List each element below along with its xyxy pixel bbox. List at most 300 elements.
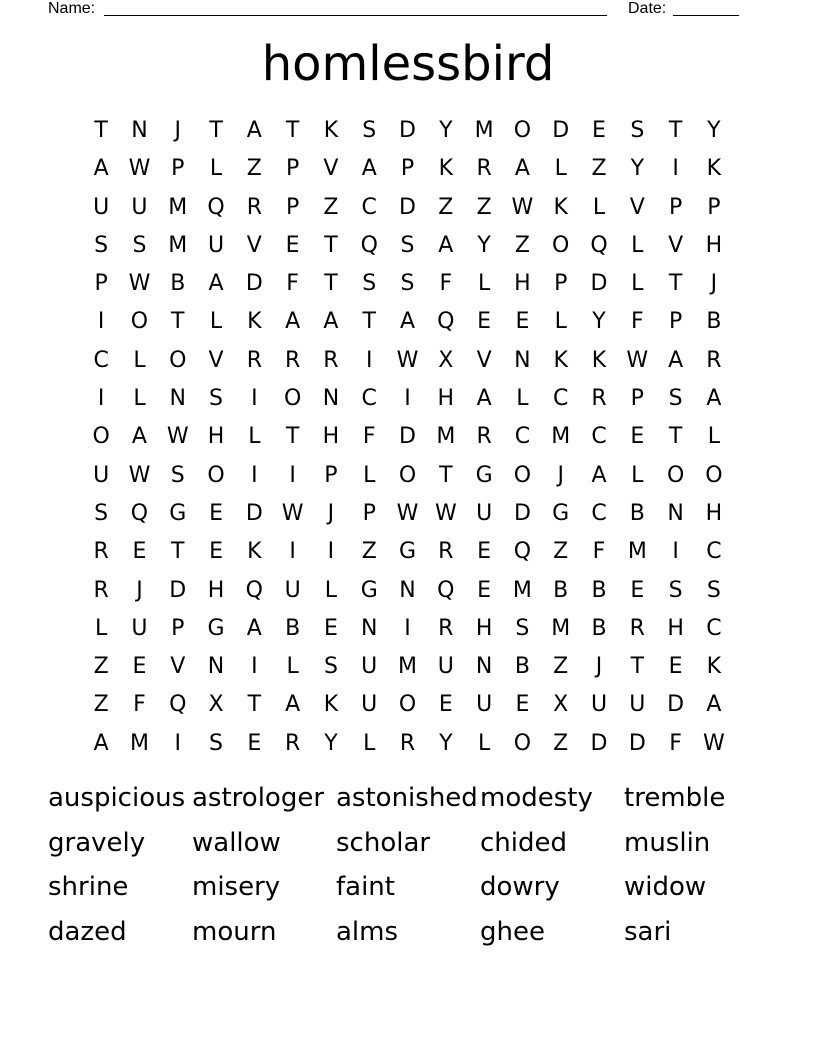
grid-letter: R	[323, 347, 339, 373]
grid-letter: V	[323, 156, 339, 182]
grid-letter: I	[289, 539, 296, 565]
grid-letter: B	[170, 271, 186, 297]
grid-letter: N	[322, 386, 340, 412]
grid-letter: S	[668, 386, 683, 412]
grid-letter: I	[672, 539, 679, 565]
grid-letter: O	[92, 424, 110, 450]
grid-letter: Z	[476, 194, 492, 220]
grid-letter: B	[514, 654, 530, 680]
grid-letter: T	[171, 539, 185, 565]
grid-letter: Q	[513, 539, 532, 565]
grid-letter: H	[705, 232, 723, 258]
grid-row	[82, 189, 733, 227]
word-list-item: misery	[192, 872, 281, 902]
grid-letter: W	[703, 730, 725, 756]
grid-letter: Z	[438, 194, 454, 220]
grid-letter: A	[399, 309, 416, 335]
grid-letter: M	[398, 654, 418, 680]
grid-letter: K	[706, 156, 722, 182]
grid-letter: P	[324, 462, 338, 488]
word-list-item: sari	[624, 916, 672, 947]
grid-letter: Z	[514, 232, 530, 258]
grid-row	[82, 150, 733, 188]
grid-letter: T	[668, 118, 683, 143]
grid-letter: J	[136, 577, 143, 603]
grid-letter: L	[324, 577, 338, 603]
grid-letter: L	[631, 462, 644, 488]
grid-letter: H	[667, 615, 684, 641]
grid-letter: P	[400, 156, 415, 182]
grid-letter: O	[552, 232, 570, 258]
grid-letter: K	[553, 194, 568, 220]
grid-row	[82, 342, 733, 380]
grid-letter: L	[592, 194, 606, 220]
grid-letter: A	[361, 156, 377, 182]
grid-letter: H	[514, 271, 531, 297]
grid-letter: Y	[477, 232, 491, 258]
grid-letter: G	[475, 462, 493, 488]
grid-letter: P	[94, 271, 108, 297]
grid-row	[82, 457, 733, 495]
grid-letter: E	[323, 615, 338, 641]
grid-letter: D	[590, 271, 608, 297]
grid-letter: D	[513, 500, 531, 526]
grid-letter: H	[207, 424, 225, 450]
grid-letter: F	[362, 424, 376, 450]
date-label: Date:	[628, 0, 667, 17]
grid-letter: S	[209, 730, 224, 756]
grid-letter: O	[207, 462, 225, 488]
grid-letter: D	[399, 194, 416, 220]
word-list	[48, 778, 768, 956]
grid-letter: X	[208, 692, 224, 718]
grid-letter: K	[247, 539, 262, 565]
grid-letter: U	[590, 692, 608, 718]
grid-letter: P	[171, 156, 185, 182]
grid-letter: E	[515, 309, 530, 335]
grid-letter: F	[133, 692, 146, 718]
grid-letter: A	[706, 386, 722, 412]
grid-letter: C	[361, 194, 377, 220]
grid-letter: S	[668, 577, 683, 603]
grid-letter: L	[554, 156, 567, 182]
grid-letter: F	[630, 309, 644, 335]
grid-letter: W	[166, 424, 189, 450]
grid-letter: O	[513, 462, 532, 488]
grid-letter: T	[668, 271, 683, 297]
grid-letter: L	[516, 386, 529, 412]
grid-letter: V	[668, 232, 684, 258]
grid-letter: P	[171, 615, 185, 641]
grid-letter: Q	[360, 232, 378, 258]
grid-letter: R	[93, 539, 109, 565]
word-list-item: chided	[480, 827, 568, 858]
grid-letter: Z	[93, 692, 109, 718]
grid-letter: M	[512, 577, 532, 603]
grid-letter: R	[284, 347, 301, 373]
grid-letter: G	[207, 615, 225, 641]
grid-letter: T	[285, 424, 300, 450]
grid-letter: T	[171, 309, 185, 335]
grid-letter: M	[168, 194, 188, 220]
grid-row	[82, 265, 733, 303]
grid-letter: K	[323, 118, 339, 143]
worksheet-header	[48, 0, 748, 18]
grid-letter: D	[590, 730, 608, 756]
grid-letter: S	[706, 577, 721, 603]
grid-letter: E	[209, 539, 223, 565]
grid-letter: R	[629, 615, 645, 641]
grid-letter: A	[246, 615, 262, 641]
grid-letter: U	[476, 500, 493, 526]
grid-letter: I	[404, 615, 411, 641]
grid-row	[82, 533, 733, 571]
grid-letter: Z	[361, 539, 377, 565]
grid-letter: U	[476, 692, 493, 718]
grid-letter: E	[477, 309, 492, 335]
word-list-item: muslin	[624, 827, 711, 858]
grid-letter: Z	[553, 539, 569, 565]
grid-letter: T	[247, 692, 262, 718]
grid-letter: B	[591, 577, 607, 603]
grid-letter: A	[208, 271, 224, 297]
grid-letter: E	[438, 692, 453, 718]
grid-letter: Z	[246, 156, 262, 182]
grid-letter: R	[438, 539, 454, 565]
grid-letter: I	[251, 654, 258, 680]
grid-letter: A	[285, 309, 301, 335]
grid-letter: W	[396, 500, 419, 526]
grid-letter: L	[248, 424, 261, 450]
grid-letter: D	[169, 577, 187, 603]
grid-letter: D	[628, 730, 646, 756]
grid-letter: D	[399, 118, 416, 143]
grid-letter: E	[132, 539, 147, 565]
grid-letter: W	[626, 347, 649, 373]
grid-letter: A	[131, 424, 147, 450]
grid-letter: S	[362, 118, 377, 143]
grid-letter: F	[439, 271, 453, 297]
grid-letter: S	[323, 654, 338, 680]
grid-letter: B	[591, 615, 607, 641]
grid-letter: E	[247, 730, 262, 756]
grid-letter: Q	[437, 577, 455, 603]
grid-letter: O	[513, 118, 532, 143]
grid-letter: H	[705, 500, 723, 526]
grid-letter: A	[438, 232, 454, 258]
grid-letter: P	[668, 309, 683, 335]
grid-letter: D	[667, 692, 685, 718]
grid-letter: I	[251, 386, 258, 412]
grid-letter: N	[667, 500, 684, 526]
grid-letter: P	[362, 500, 376, 526]
grid-letter: P	[554, 271, 568, 297]
grid-letter: N	[169, 386, 186, 412]
grid-letter: V	[170, 654, 186, 680]
grid-letter: I	[289, 462, 296, 488]
grid-letter: V	[476, 347, 492, 373]
grid-letter: Y	[707, 118, 721, 143]
grid-letter: W	[511, 194, 534, 220]
grid-letter: L	[631, 232, 644, 258]
grid-letter: N	[207, 654, 225, 680]
grid-letter: S	[515, 615, 530, 641]
grid-letter: P	[668, 194, 683, 220]
grid-letter: R	[246, 194, 262, 220]
grid-letter: I	[97, 309, 105, 335]
grid-letter: R	[246, 347, 262, 373]
grid-letter: C	[514, 424, 531, 450]
grid-letter: K	[591, 347, 607, 373]
grid-letter: L	[477, 271, 491, 297]
grid-letter: E	[477, 539, 492, 565]
grid-letter: A	[285, 692, 301, 718]
grid-row	[82, 380, 733, 418]
word-list-item: alms	[336, 916, 399, 947]
grid-letter: K	[247, 309, 262, 335]
grid-letter: C	[93, 347, 109, 373]
page-title: homlessbird	[261, 36, 555, 92]
grid-letter: B	[285, 615, 301, 641]
grid-letter: N	[475, 654, 493, 680]
grid-letter: I	[251, 462, 258, 488]
grid-letter: M	[436, 424, 456, 450]
grid-letter: D	[245, 271, 263, 297]
grid-letter: V	[246, 232, 262, 258]
grid-letter: O	[283, 386, 302, 412]
grid-letter: D	[245, 500, 263, 526]
word-list-item: dowry	[480, 872, 560, 902]
grid-letter: L	[133, 347, 146, 373]
grid-row	[82, 418, 733, 456]
grid-letter: M	[627, 539, 647, 565]
grid-letter: Z	[553, 730, 569, 756]
word-list-item: scholar	[336, 827, 431, 858]
grid-letter: U	[361, 654, 378, 680]
word-list-item: widow	[624, 872, 707, 902]
grid-letter: J	[557, 462, 564, 488]
grid-letter: O	[513, 730, 532, 756]
grid-letter: W	[128, 462, 151, 488]
grid-letter: T	[285, 118, 300, 143]
grid-letter: K	[706, 654, 722, 680]
grid-letter: I	[97, 386, 105, 412]
grid-letter: A	[323, 309, 339, 335]
word-list-item: gravely	[48, 827, 146, 858]
grid-letter: X	[553, 692, 569, 718]
grid-letter: T	[324, 271, 338, 297]
grid-row	[82, 725, 733, 763]
grid-letter: E	[132, 654, 147, 680]
grid-letter: O	[169, 347, 187, 373]
grid-letter: T	[439, 462, 453, 488]
grid-letter: A	[93, 730, 109, 756]
grid-letter: E	[668, 654, 683, 680]
grid-letter: E	[630, 577, 645, 603]
grid-letter: Z	[591, 156, 607, 182]
grid-letter: N	[514, 347, 531, 373]
word-list-item: auspicious	[48, 783, 186, 813]
grid-letter: M	[129, 730, 149, 756]
grid-letter: U	[437, 654, 454, 680]
grid-letter: L	[209, 156, 223, 182]
grid-letter: O	[705, 462, 723, 488]
grid-letter: A	[476, 386, 492, 412]
grid-letter: P	[285, 156, 300, 182]
grid-letter: W	[396, 347, 419, 373]
grid-letter: Q	[590, 232, 608, 258]
grid-letter: O	[398, 462, 417, 488]
word-list-item: astrologer	[192, 783, 325, 813]
grid-letter: O	[666, 462, 685, 488]
grid-letter: U	[207, 232, 225, 258]
grid-letter: M	[168, 232, 188, 258]
grid-letter: A	[668, 347, 684, 373]
grid-letter: T	[668, 424, 683, 450]
grid-letter: K	[323, 692, 339, 718]
grid-letter: U	[131, 194, 148, 220]
grid-letter: Z	[323, 194, 339, 220]
grid-letter: N	[399, 577, 416, 603]
grid-letter: L	[95, 615, 108, 641]
grid-letter: L	[631, 271, 644, 297]
grid-letter: T	[209, 118, 223, 143]
word-list-item: wallow	[192, 827, 281, 858]
name-label: Name:	[48, 0, 96, 17]
grid-letter: F	[592, 539, 606, 565]
grid-row	[82, 648, 733, 686]
grid-letter: I	[174, 730, 181, 756]
grid-letter: E	[285, 232, 300, 258]
letter-grid	[82, 112, 733, 763]
grid-letter: E	[515, 692, 530, 718]
word-list-item: faint	[336, 872, 395, 902]
grid-letter: Z	[93, 654, 109, 680]
grid-letter: B	[706, 309, 722, 335]
grid-letter: R	[399, 730, 416, 756]
grid-letter: Z	[553, 654, 569, 680]
grid-letter: U	[284, 577, 301, 603]
grid-letter: J	[327, 500, 335, 526]
grid-letter: A	[591, 462, 607, 488]
grid-letter: M	[551, 615, 571, 641]
grid-letter: D	[552, 118, 570, 143]
grid-letter: F	[669, 730, 682, 756]
grid-letter: H	[322, 424, 340, 450]
grid-letter: W	[434, 500, 457, 526]
grid-letter: Q	[130, 500, 149, 526]
grid-letter: R	[476, 424, 492, 450]
grid-letter: Q	[437, 309, 455, 335]
grid-letter: W	[128, 271, 151, 297]
grid-letter: C	[591, 500, 607, 526]
word-list-item: tremble	[624, 783, 726, 813]
grid-letter: P	[630, 386, 644, 412]
grid-letter: L	[363, 462, 376, 488]
grid-letter: T	[362, 309, 376, 335]
grid-letter: K	[553, 347, 568, 373]
grid-letter: S	[400, 232, 415, 258]
grid-letter: X	[438, 347, 454, 373]
grid-letter: G	[360, 577, 378, 603]
grid-letter: U	[629, 692, 646, 718]
grid-row	[82, 572, 733, 610]
grid-letter: I	[672, 156, 679, 182]
grid-letter: S	[630, 118, 645, 143]
grid-letter: T	[94, 118, 108, 143]
grid-letter: G	[169, 500, 187, 526]
grid-letter: R	[591, 386, 607, 412]
word-list-item: ghee	[480, 916, 545, 947]
grid-letter: Y	[324, 730, 338, 756]
grid-letter: I	[365, 347, 373, 373]
grid-letter: D	[399, 424, 416, 450]
grid-letter: T	[630, 654, 645, 680]
grid-letter: Y	[592, 309, 606, 335]
word-list-item: mourn	[192, 916, 277, 947]
grid-letter: L	[209, 309, 223, 335]
grid-letter: I	[327, 539, 335, 565]
grid-letter: G	[398, 539, 417, 565]
grid-letter: U	[93, 194, 110, 220]
grid-letter: C	[361, 386, 377, 412]
grid-letter: S	[400, 271, 415, 297]
grid-letter: C	[553, 386, 569, 412]
word-list-item: shrine	[48, 872, 129, 902]
grid-letter: R	[476, 156, 492, 182]
grid-letter: U	[361, 692, 378, 718]
grid-letter: P	[285, 194, 300, 220]
grid-letter: L	[286, 654, 299, 680]
grid-letter: E	[630, 424, 645, 450]
grid-letter: A	[514, 156, 530, 182]
grid-letter: Q	[245, 577, 263, 603]
grid-letter: H	[437, 386, 455, 412]
grid-letter: J	[174, 118, 181, 143]
grid-letter: Q	[207, 194, 225, 220]
grid-letter: S	[170, 462, 185, 488]
grid-letter: P	[707, 194, 721, 220]
grid-letter: W	[128, 156, 151, 182]
grid-letter: Y	[630, 156, 645, 182]
grid-letter: N	[131, 118, 148, 143]
grid-row	[82, 686, 733, 724]
grid-letter: E	[592, 118, 606, 143]
grid-letter: I	[404, 386, 411, 412]
word-list-item: astonished	[336, 783, 478, 813]
grid-row	[82, 112, 733, 150]
grid-letter: E	[477, 577, 492, 603]
grid-letter: L	[133, 386, 146, 412]
grid-row	[82, 227, 733, 265]
grid-letter: A	[93, 156, 109, 182]
grid-letter: U	[131, 615, 148, 641]
grid-letter: U	[93, 462, 110, 488]
grid-letter: Y	[439, 118, 453, 143]
grid-letter: C	[591, 424, 607, 450]
grid-letter: V	[629, 194, 645, 220]
grid-letter: L	[477, 730, 491, 756]
grid-letter: V	[208, 347, 224, 373]
grid-letter: M	[474, 118, 494, 143]
grid-letter: A	[706, 692, 722, 718]
grid-letter: G	[552, 500, 570, 526]
grid-letter: E	[209, 500, 223, 526]
grid-letter: F	[286, 271, 299, 297]
grid-letter: N	[360, 615, 378, 641]
grid-letter: Q	[169, 692, 187, 718]
grid-letter: L	[363, 730, 376, 756]
